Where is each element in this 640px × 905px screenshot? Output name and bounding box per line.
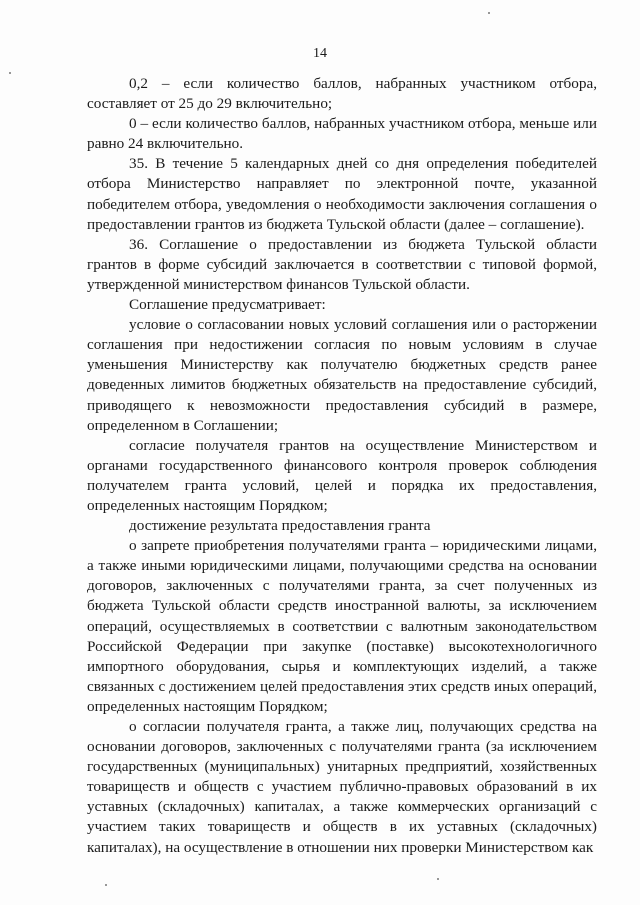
page-number: 14: [313, 46, 327, 61]
paragraph-currency-ban: о запрете приобретения получателями гранта – юридическими лицами, а также иными юридическими лицами, получающими средства на основании договоров, заключенных с получателями гранта, за счет полученных из бюджета Тульской области средств иностранной валюты, за исключением операций, осуществляемых в соответствии с валютным законодательством Российской Федерации при закупке (поставке) высокотехнологичного импортного оборудования, сырья и комплектующих изделий, а также связанных с достижением целей предоставления этих средств иных операций, определенных настоящим Порядком;: [87, 537, 597, 715]
paragraph-item-36: 36. Соглашение о предоставлении из бюджета Тульской области грантов в форме субсидий заключается в соответствии с типовой формой, утвержденной министерством финансов Тульской области.: [87, 235, 597, 293]
paragraph-consent-inspections: согласие получателя грантов на осуществление Министерством и органами государственного финансового контроля проверок соблюдения получателем гранта условий, целей и порядка их предоставления, определенных настоящим Порядком;: [87, 436, 597, 514]
paragraph-score-0-2: 0,2 – если количество баллов, набранных участником отбора, составляет от 25 до 29 включительно;: [87, 75, 597, 113]
scan-speck: [105, 884, 107, 886]
paragraph-agreement-provides: Соглашение предусматривает:: [129, 296, 326, 314]
scan-speck: [9, 72, 11, 74]
scan-speck: [437, 878, 439, 880]
paragraph-recipient-consent: о согласии получателя гранта, а также лиц, получающих средства на основании договоров, заключенных с получателями гранта (за исключением государственных (муниципальных) унитарных предприятий, хозяйственных товариществ и обществ с участием публично-правовых образований в их уставных (складочных) капиталах, а также коммерческих организаций с участием таких товариществ и обществ в их уставных (складочных) капиталах), на осуществление в отношении них проверки Министерством как: [87, 718, 597, 856]
paragraph-condition-new-terms: условие о согласовании новых условий соглашения или о расторжении соглашения при недостижении согласия по новым условиям в случае уменьшения Министерству как получателю бюджетных средств ранее доведенных лимитов бюджетных обязательств на предоставление субсидий, приводящего к невозможности предоставления субсидий в размере, определенном в Соглашении;: [87, 316, 597, 434]
paragraph-grant-result: достижение результата предоставления гранта: [129, 517, 431, 535]
paragraph-score-0: 0 – если количество баллов, набранных участником отбора, меньше или равно 24 включительно.: [87, 115, 597, 153]
document-body: [87, 74, 597, 858]
scan-speck: [488, 12, 490, 14]
paragraph-item-35: 35. В течение 5 календарных дней со дня определения победителей отбора Министерство направляет по электронной почте, указанной победителем отбора, уведомления о необходимости заключения соглашения о предоставлении грантов из бюджета Тульской области (далее – соглашение).: [87, 155, 597, 233]
